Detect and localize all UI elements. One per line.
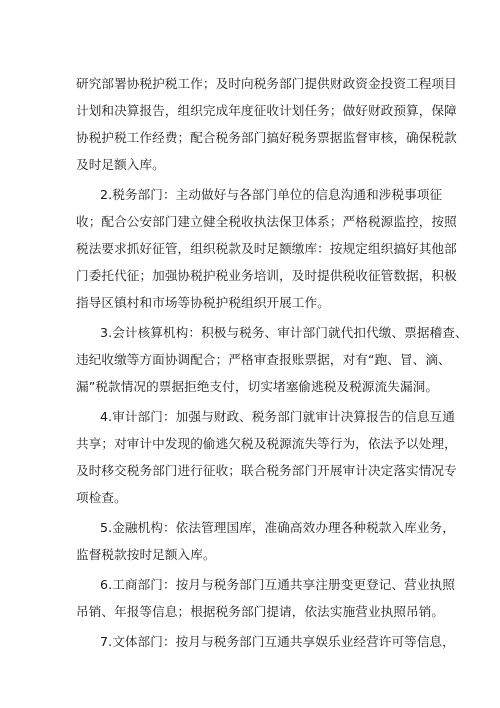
text-line: 收；配合公安部门建立健全税收执法保卫体系；严格税源监控，按照	[76, 214, 457, 229]
text-line: 协税护税工作经费；配合税务部门搞好税务票据监督审核，确保税款	[76, 130, 457, 145]
text-line: 漏”税款情况的票据拒绝支付，切实堵塞偷逃税及税源流失漏洞。	[76, 379, 439, 394]
text-line: 及时足额入库。	[76, 157, 165, 172]
paragraph-start: 3.会计核算机构：积极与税务、审计部门就代扣代缴、票据稽查、	[100, 325, 468, 340]
text-line: 吊销、年报等信息；根据税务部门提请，依法实施营业执照吊销。	[76, 604, 445, 619]
text-line: 监督税款按时足额入库。	[76, 547, 216, 562]
paragraph-start: 2.税务部门：主动做好与各部门单位的信息沟通和涉税事项征	[100, 187, 443, 202]
text-line: 指导区镇村和市场等协税护税组织开展工作。	[76, 295, 330, 310]
paragraph-start: 6.工商部门：按月与税务部门互通共享注册变更登记、营业执照	[100, 577, 455, 592]
text-line: 及时移交税务部门进行征收；联合税务部门开展审计决定落实情况专	[76, 463, 457, 478]
paragraph-start: 5.金融机构：依法管理国库，准确高效办理各种税款入库业务，	[100, 520, 455, 535]
text-line: 研究部署协税护税工作；及时向税务部门提供财政资金投资工程项目	[76, 76, 457, 91]
text-line: 共享；对审计中发现的偷逃欠税及税源流失等行为，依法予以处理，	[76, 436, 457, 451]
text-line: 计划和决算报告，组织完成年度征收计划任务；做好财政预算，保障	[76, 103, 457, 118]
paragraph-start: 7.文体部门：按月与税务部门互通共享娱乐业经营许可等信息，	[100, 634, 455, 649]
paragraph-start: 4.审计部门：加强与财政、税务部门就审计决算报告的信息互通	[100, 409, 455, 424]
text-line: 税法要求抓好征管，组织税款及时足额缴库：按规定组织搞好其他部	[76, 241, 457, 256]
text-line: 违纪收缴等方面协调配合；严格审查报账票据，对有“跑、冒、滴、	[76, 352, 451, 367]
text-line: 门委托代征；加强协税护税业务培训，及时提供税收征管数据，积极	[76, 268, 457, 283]
text-line: 项检查。	[76, 490, 127, 505]
